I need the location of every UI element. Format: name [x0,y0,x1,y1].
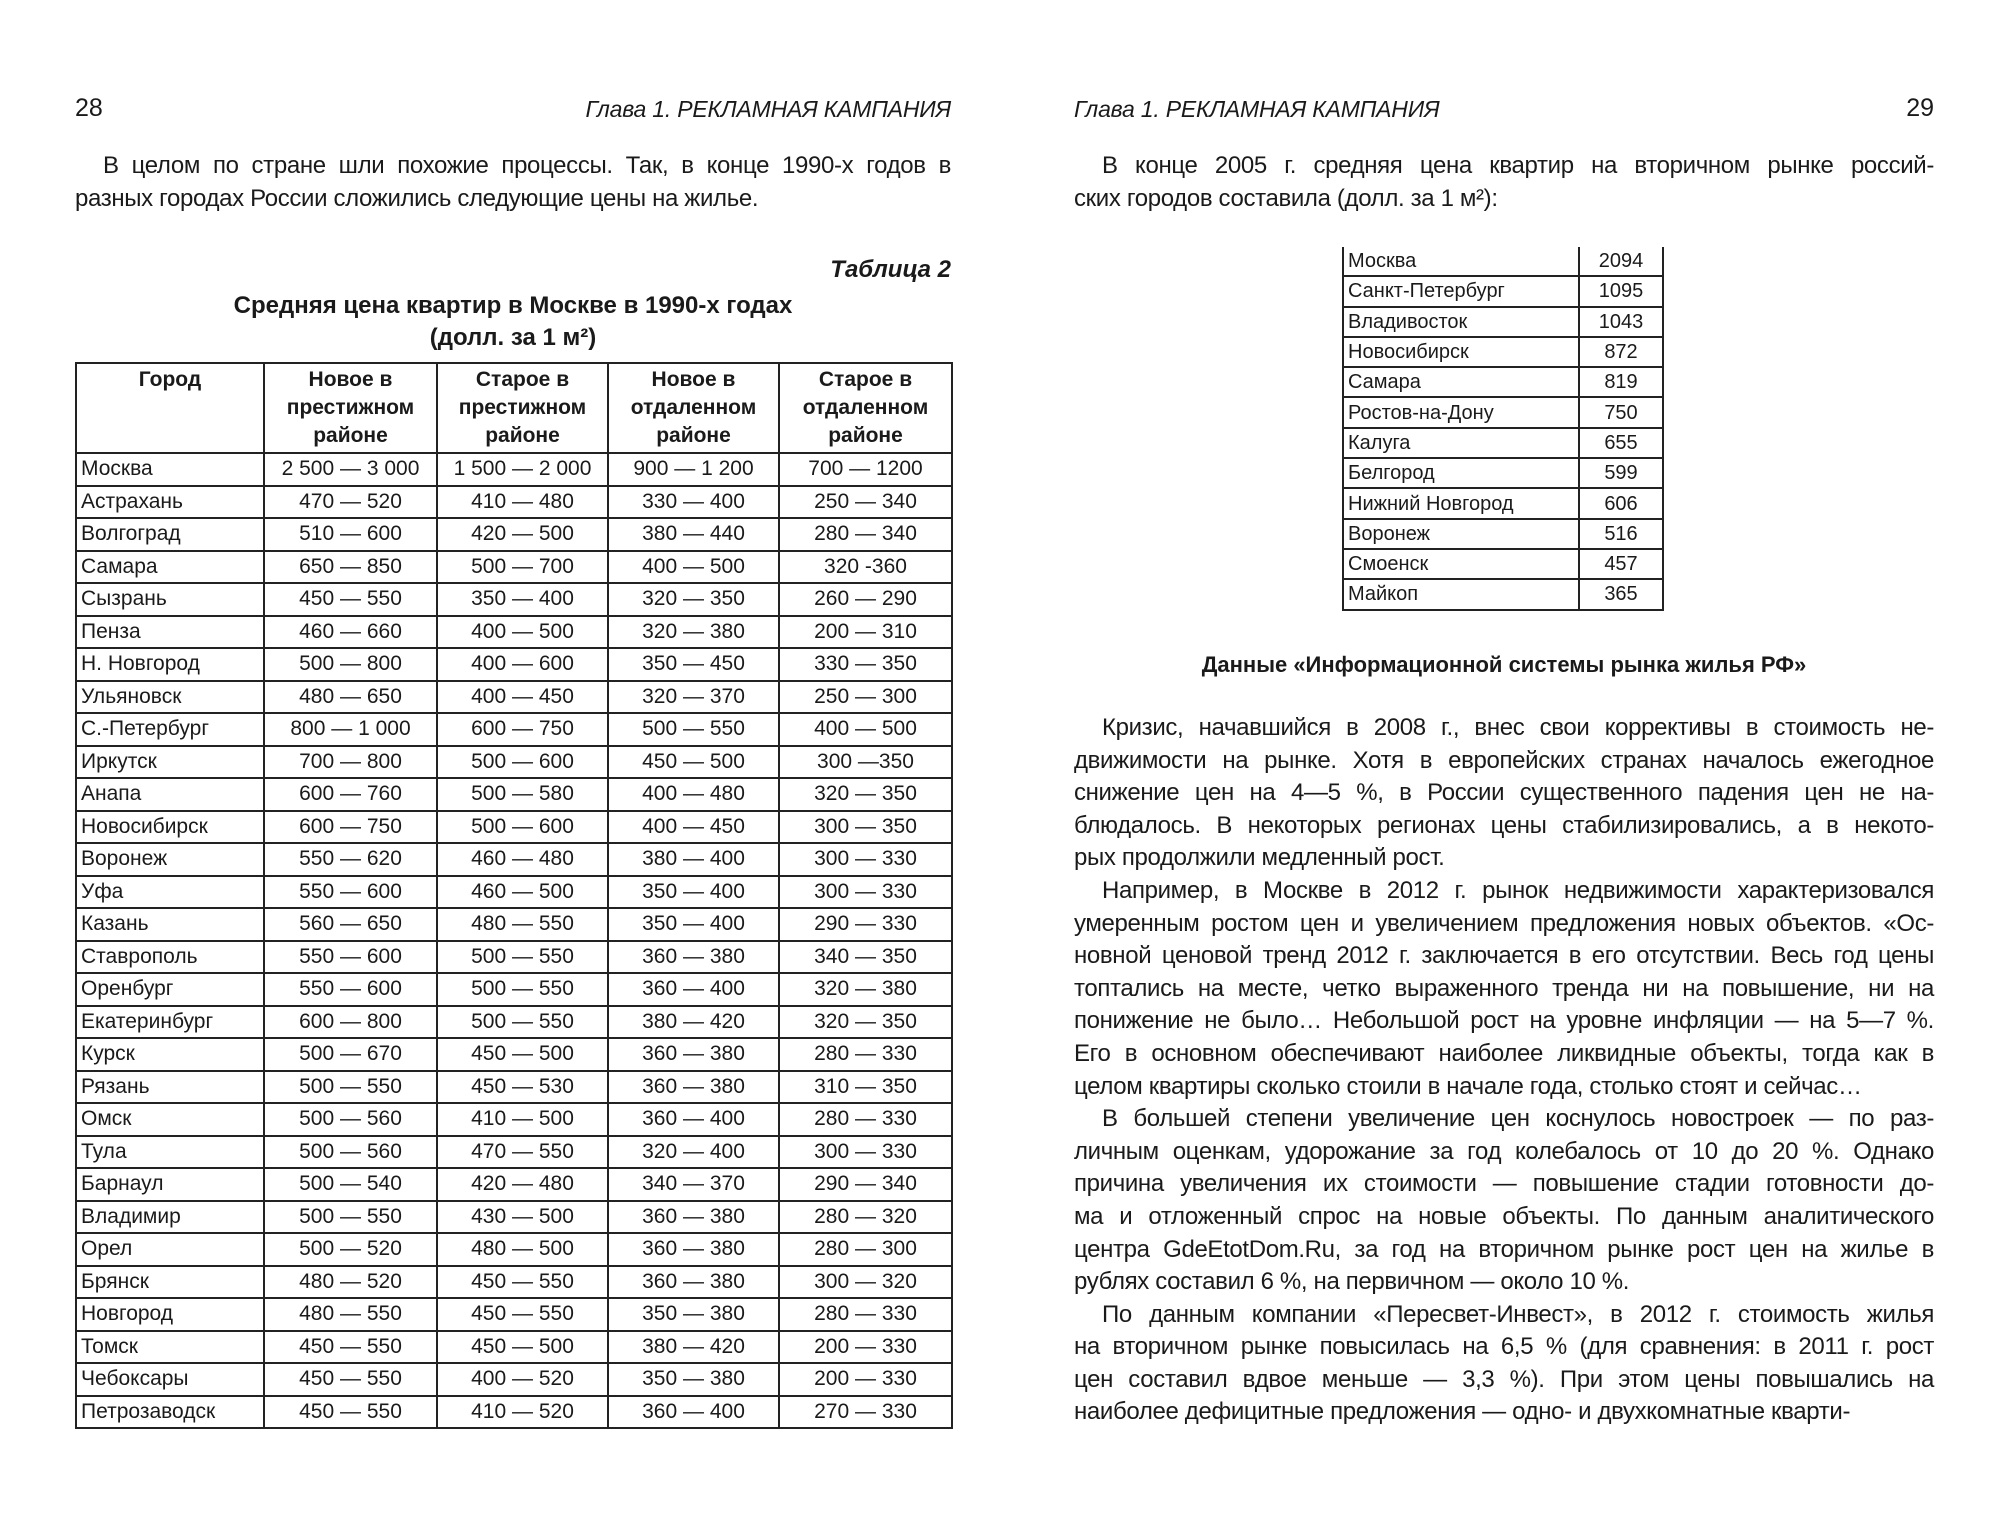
table-row [1343,428,1663,458]
text-line: целом квартиры сколько стоили в начале года, столько стоят и сейчас… [1074,1072,1862,1100]
price-range-cell: 350 — 400 [608,876,779,909]
price-range-cell: 200 — 330 [779,1363,952,1396]
city-cell: Курск [76,1038,264,1071]
text-line: ских городов составила (долл. за 1 м²): [1074,184,1498,212]
city-cell: Иркутск [76,746,264,779]
running-head: Глава 1. РЕКЛАМНАЯ КАМПАНИЯ [585,96,951,122]
text-line: По данным компании «Пересвет-Инвест», в 2012 г. стоимость жилья [1102,1300,1934,1328]
price-cell: 750 [1579,397,1663,427]
price-range-cell: 550 — 620 [264,843,437,876]
price-cell: 1043 [1579,307,1663,337]
price-range-cell: 500 — 560 [264,1136,437,1169]
table-title-line: (долл. за 1 м²) [429,324,597,351]
price-range-cell: 400 — 520 [437,1363,608,1396]
price-range-cell: 340 — 350 [779,941,952,974]
city-cell: Орел [76,1233,264,1266]
price-range-cell: 320 — 370 [608,681,779,714]
price-range-cell: 300 — 320 [779,1266,952,1299]
city-cell: Майкоп [1343,579,1579,609]
price-range-cell: 320 — 350 [608,583,779,616]
text-line: умеренным ростом цен и увеличением предложения новых объектов. «Ос- [1074,909,1934,937]
city-cell: Оренбург [76,973,264,1006]
price-range-cell: 500 — 550 [437,973,608,1006]
table-row [76,1103,952,1136]
intro-paragraph [75,150,951,215]
column-header: Старое в престижном районе [437,363,608,453]
price-cell: 606 [1579,488,1663,518]
price-range-cell: 600 — 750 [437,713,608,746]
price-range-cell: 500 — 540 [264,1168,437,1201]
table-row [76,1266,952,1299]
table-row [76,746,952,779]
price-range-cell: 320 — 380 [608,616,779,649]
text-line: В конце 2005 г. средняя цена квартир на вторичном рынке россий- [1102,152,1934,179]
price-range-cell: 480 — 520 [264,1266,437,1299]
price-range-cell: 360 — 380 [608,941,779,974]
price-range-cell: 500 — 560 [264,1103,437,1136]
city-cell: Москва [76,453,264,486]
table-row [76,518,952,551]
price-range-cell: 400 — 450 [608,811,779,844]
table-row [76,1363,952,1396]
price-range-cell: 900 — 1 200 [608,453,779,486]
text-line: Например, в Москве в 2012 г. рынок недвижимости характеризовался [1102,876,1934,904]
text-line: понижение не было… Небольшой рост на уровне инфляции — на 5—7 %. [1074,1007,1934,1035]
price-range-cell: 290 — 330 [779,908,952,941]
table-row [76,941,952,974]
price-range-cell: 340 — 370 [608,1168,779,1201]
page-number: 29 [1906,94,1934,122]
table-row [76,583,952,616]
secondary-price-table [1342,247,1664,611]
price-range-cell: 350 — 450 [608,648,779,681]
price-range-cell: 380 — 440 [608,518,779,551]
price-range-cell: 260 — 290 [779,583,952,616]
price-range-cell: 250 — 300 [779,681,952,714]
city-cell: Нижний Новгород [1343,488,1579,518]
text-line: рых продолжили медленный рост. [1074,844,1445,872]
price-range-cell: 320 — 400 [608,1136,779,1169]
price-range-cell: 450 — 500 [437,1038,608,1071]
column-header: Город [76,363,264,453]
city-cell: Рязань [76,1071,264,1104]
price-range-cell: 460 — 500 [437,876,608,909]
price-range-cell: 300 — 330 [779,876,952,909]
price-range-cell: 470 — 520 [264,486,437,519]
price-range-cell: 400 — 600 [437,648,608,681]
price-range-cell: 500 — 550 [437,941,608,974]
price-range-cell: 420 — 500 [437,518,608,551]
price-range-cell: 450 — 550 [264,1363,437,1396]
intro-paragraph [1074,150,1934,215]
column-header: Новое в престижном районе [264,363,437,453]
table-row [76,973,952,1006]
column-header: Новое в отдаленном районе [608,363,779,453]
city-cell: Н. Новгород [76,648,264,681]
city-cell: Уфа [76,876,264,909]
city-cell: Новосибирск [1343,337,1579,367]
price-range-cell: 350 — 400 [437,583,608,616]
price-range-cell: 300 — 330 [779,1136,952,1169]
text-line: личным оценкам, удорожание за год колебалось от 10 до 20 %. Однако [1074,1137,1934,1165]
city-cell: Томск [76,1331,264,1364]
price-range-cell: 500 — 800 [264,648,437,681]
table-row [1343,458,1663,488]
price-range-cell: 360 — 380 [608,1266,779,1299]
price-range-cell: 310 — 350 [779,1071,952,1104]
price-range-cell: 280 — 340 [779,518,952,551]
price-range-cell: 400 — 480 [608,778,779,811]
table-row [76,1071,952,1104]
city-cell: Казань [76,908,264,941]
price-cell: 516 [1579,519,1663,549]
price-cell: 365 [1579,579,1663,609]
table-row [76,681,952,714]
price-range-cell: 420 — 480 [437,1168,608,1201]
price-range-cell: 450 — 500 [437,1331,608,1364]
table-row [1343,397,1663,427]
price-range-cell: 500 — 600 [437,811,608,844]
body-text [1074,712,1934,1429]
paragraph [1074,1299,1934,1429]
city-cell: Тула [76,1136,264,1169]
price-range-cell: 300 — 350 [779,811,952,844]
price-range-cell: 470 — 550 [437,1136,608,1169]
table-row [76,1136,952,1169]
city-cell: Санкт-Петербург [1343,276,1579,306]
text-line: В большей степени увеличение цен коснулось новостроек — по раз- [1102,1105,1934,1133]
price-range-cell: 280 — 330 [779,1038,952,1071]
table-title-line: Средняя цена квартир в Москве в 1990-х годах [233,292,793,319]
city-cell: Смоенск [1343,549,1579,579]
table-caption: Данные «Информационной системы рынка жилья РФ» [1201,652,1807,677]
city-cell: Владивосток [1343,307,1579,337]
table-row [76,1331,952,1364]
price-range-cell: 450 — 550 [264,583,437,616]
table-row [76,1201,952,1234]
price-range-cell: 280 — 330 [779,1103,952,1136]
city-cell: Брянск [76,1266,264,1299]
city-cell: Анапа [76,778,264,811]
price-range-cell: 450 — 550 [264,1396,437,1429]
table-row [76,1233,952,1266]
price-cell: 1095 [1579,276,1663,306]
page-number: 28 [75,94,103,122]
price-range-cell: 480 — 650 [264,681,437,714]
price-range-cell: 360 — 380 [608,1038,779,1071]
price-range-cell: 460 — 660 [264,616,437,649]
city-cell: Воронеж [76,843,264,876]
text-line: топтались на месте, четко выраженного тренда ни на повышение, ни на [1074,974,1934,1002]
text-line: ма и отложенный спрос на новые объекты. По данным аналитического [1074,1202,1934,1230]
price-range-cell: 320 — 380 [779,973,952,1006]
price-range-cell: 700 — 800 [264,746,437,779]
table-row [76,486,952,519]
price-range-cell: 500 — 700 [437,551,608,584]
price-range-cell: 500 — 550 [264,1201,437,1234]
price-range-cell: 480 — 550 [264,1298,437,1331]
running-head: Глава 1. РЕКЛАМНАЯ КАМПАНИЯ [1074,96,1440,122]
table-row [76,843,952,876]
price-range-cell: 360 — 380 [608,1071,779,1104]
price-range-cell: 510 — 600 [264,518,437,551]
city-cell: Астрахань [76,486,264,519]
table-row [76,1396,952,1429]
text-line: В целом по стране шли похожие процессы. Так, в конце 1990-х годов в [103,152,951,179]
price-range-cell: 250 — 340 [779,486,952,519]
city-cell: Барнаул [76,1168,264,1201]
price-cell: 457 [1579,549,1663,579]
table-row [76,713,952,746]
price-range-cell: 480 — 550 [437,908,608,941]
table-row [1343,307,1663,337]
table-row [1343,579,1663,609]
price-range-cell: 500 — 580 [437,778,608,811]
price-range-cell: 320 -360 [779,551,952,584]
price-range-cell: 410 — 500 [437,1103,608,1136]
price-range-cell: 320 — 350 [779,778,952,811]
price-cell: 599 [1579,458,1663,488]
price-range-cell: 700 — 1200 [779,453,952,486]
price-cell: 819 [1579,367,1663,397]
city-cell: Новгород [76,1298,264,1331]
city-cell: Волгоград [76,518,264,551]
table-row [76,1298,952,1331]
table-row [76,1168,952,1201]
city-cell: Белгород [1343,458,1579,488]
price-range-cell: 200 — 310 [779,616,952,649]
city-cell: Ростов-на-Дону [1343,397,1579,427]
table-label: Таблица 2 [830,256,951,283]
city-cell: Чебоксары [76,1363,264,1396]
table-title [75,290,951,354]
price-range-cell: 2 500 — 3 000 [264,453,437,486]
table-row [1343,276,1663,306]
text-line: наиболее дефицитные предложения — одно- и двухкомнатные кварти- [1074,1398,1851,1426]
price-range-cell: 360 — 400 [608,1103,779,1136]
price-range-cell: 500 — 550 [264,1071,437,1104]
text-line: разных городах России сложились следующие цены на жилье. [75,184,759,212]
price-range-cell: 500 — 600 [437,746,608,779]
price-range-cell: 410 — 520 [437,1396,608,1429]
price-range-cell: 550 — 600 [264,876,437,909]
price-range-cell: 360 — 400 [608,973,779,1006]
price-range-cell: 550 — 600 [264,973,437,1006]
price-range-cell: 400 — 450 [437,681,608,714]
price-range-cell: 450 — 500 [608,746,779,779]
price-range-cell: 500 — 550 [437,1006,608,1039]
price-range-cell: 350 — 380 [608,1298,779,1331]
table-row [1343,519,1663,549]
city-cell: Владимир [76,1201,264,1234]
city-cell: Москва [1343,247,1579,276]
text-line: снижение цен на 4—5 %, в России существенного падения цен не на- [1074,779,1934,807]
city-cell: Сызрань [76,583,264,616]
price-range-cell: 560 — 650 [264,908,437,941]
text-line: рублях составил 6 %, на первичном — около 10 %. [1074,1268,1630,1296]
price-range-cell: 300 — 330 [779,843,952,876]
price-range-cell: 280 — 300 [779,1233,952,1266]
price-table [75,362,953,1429]
table-row [76,1006,952,1039]
table-row [76,453,952,486]
price-range-cell: 360 — 380 [608,1233,779,1266]
price-range-cell: 280 — 330 [779,1298,952,1331]
price-range-cell: 600 — 760 [264,778,437,811]
price-cell: 2094 [1579,247,1663,276]
city-cell: Екатеринбург [76,1006,264,1039]
text-line: цен составил вдвое меньше — 3,3 %). При этом цены повышались на [1074,1365,1934,1393]
price-range-cell: 800 — 1 000 [264,713,437,746]
price-range-cell: 1 500 — 2 000 [437,453,608,486]
city-cell: Калуга [1343,428,1579,458]
price-range-cell: 500 — 670 [264,1038,437,1071]
price-range-cell: 350 — 380 [608,1363,779,1396]
table-row [76,616,952,649]
price-range-cell: 650 — 850 [264,551,437,584]
city-cell: Воронеж [1343,519,1579,549]
text-line: блюдалось. В некоторых регионах цены стабилизировались, а в некото- [1074,811,1934,839]
text-line: Кризис, начавшийся в 2008 г., внес свои коррективы в стоимость не- [1102,714,1934,741]
price-range-cell: 480 — 500 [437,1233,608,1266]
paragraph [1074,1103,1934,1299]
price-range-cell: 450 — 550 [437,1266,608,1299]
column-header: Старое в отдаленном районе [779,363,952,453]
city-cell: Новосибирск [76,811,264,844]
price-range-cell: 330 — 400 [608,486,779,519]
table-row [76,811,952,844]
table-row [76,1038,952,1071]
price-range-cell: 320 — 350 [779,1006,952,1039]
table-row [76,876,952,909]
table-header-row [76,363,952,453]
price-range-cell: 450 — 550 [437,1298,608,1331]
price-range-cell: 360 — 400 [608,1396,779,1429]
text-line: движимости на рынке. Хотя в европейских странах началось ежегодное [1074,746,1934,774]
text-line: Его в основном обеспечивают наиболее ликвидные объекты, тогда как в [1074,1039,1934,1067]
price-range-cell: 330 — 350 [779,648,952,681]
price-range-cell: 450 — 550 [264,1331,437,1364]
table-row [1343,367,1663,397]
price-range-cell: 300 —350 [779,746,952,779]
price-range-cell: 380 — 420 [608,1331,779,1364]
price-range-cell: 430 — 500 [437,1201,608,1234]
city-cell: Ставрополь [76,941,264,974]
price-range-cell: 400 — 500 [608,551,779,584]
text-line: причина увеличения их стоимости — повышение стадии готовности до- [1074,1170,1934,1198]
table-row [1343,488,1663,518]
city-cell: Самара [76,551,264,584]
text-line: новной ценовой тренд 2012 г. заключается в его отсутствии. Весь год цены [1074,942,1934,970]
price-range-cell: 600 — 750 [264,811,437,844]
table-row [76,648,952,681]
price-range-cell: 460 — 480 [437,843,608,876]
price-range-cell: 350 — 400 [608,908,779,941]
table-row [76,551,952,584]
city-cell: Пенза [76,616,264,649]
table-row [76,908,952,941]
price-range-cell: 400 — 500 [437,616,608,649]
table-row [76,778,952,811]
price-range-cell: 600 — 800 [264,1006,437,1039]
price-range-cell: 270 — 330 [779,1396,952,1429]
price-range-cell: 380 — 420 [608,1006,779,1039]
price-range-cell: 450 — 530 [437,1071,608,1104]
price-range-cell: 550 — 600 [264,941,437,974]
price-range-cell: 200 — 330 [779,1331,952,1364]
price-range-cell: 290 — 340 [779,1168,952,1201]
city-cell: С.-Петербург [76,713,264,746]
city-cell: Самара [1343,367,1579,397]
price-range-cell: 360 — 380 [608,1201,779,1234]
price-range-cell: 410 — 480 [437,486,608,519]
table-row [1343,337,1663,367]
city-cell: Ульяновск [76,681,264,714]
table-row [1343,247,1663,276]
price-range-cell: 280 — 320 [779,1201,952,1234]
price-cell: 872 [1579,337,1663,367]
paragraph [1074,875,1934,1103]
city-cell: Омск [76,1103,264,1136]
text-line: центра GdeEtotDom.Ru, за год на вторичном рынке рост цен на жилье в [1074,1235,1934,1263]
text-line: на вторичном рынке повысилась на 6,5 % (для сравнения: в 2011 г. рост [1074,1333,1934,1361]
price-range-cell: 500 — 520 [264,1233,437,1266]
price-range-cell: 500 — 550 [608,713,779,746]
price-range-cell: 400 — 500 [779,713,952,746]
price-range-cell: 380 — 400 [608,843,779,876]
table-row [1343,549,1663,579]
paragraph [1074,712,1934,875]
city-cell: Петрозаводск [76,1396,264,1429]
price-cell: 655 [1579,428,1663,458]
